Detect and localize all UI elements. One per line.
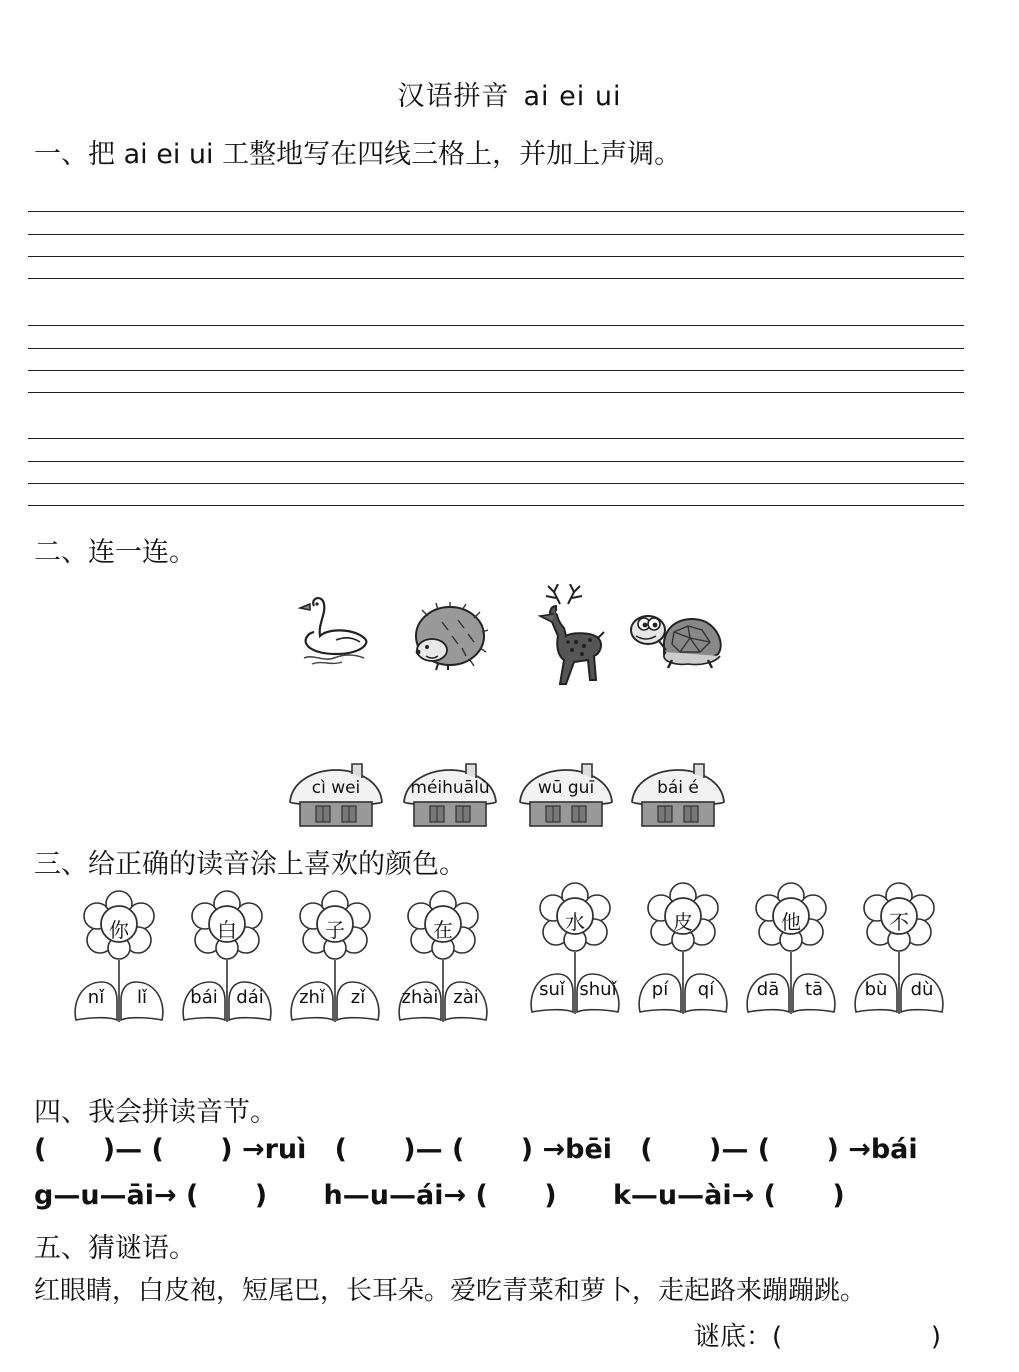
grid-line [28,461,964,462]
riddle-text: 红眼睛，白皮袍，短尾巴，长耳朵。爱吃青菜和萝卜，走起路来蹦蹦跳。 [34,1276,867,1306]
leaf-pinyin-right[interactable]: zài [453,987,479,1008]
section4-heading: 四、我会拼读音节。 [34,1097,277,1128]
leaf-pinyin-right[interactable]: zǐ [350,987,366,1008]
flower-icon [852,882,946,1022]
flower-char: 在 [433,918,453,942]
turtle-icon[interactable] [628,608,726,670]
flower-card [180,890,274,1030]
flower-card [396,890,490,1030]
house-card[interactable] [286,762,386,828]
grid-line [28,211,964,212]
hedgehog-icon[interactable] [408,602,488,672]
house-label: méihuālù [410,778,490,798]
section2-heading: 二、连一连。 [34,537,196,568]
deer-icon[interactable] [526,584,608,692]
leaf-pinyin-left[interactable]: suǐ [539,979,565,1000]
flower-char: 子 [325,918,345,942]
grid-line [28,325,964,326]
leaf-pinyin-right[interactable]: lǐ [136,987,147,1008]
spelling-row-2[interactable]: g—u—āi→ ( ) h—u—ái→ ( ) k—u—ài→ ( ) [34,1180,845,1211]
leaf-pinyin-right[interactable]: shuǐ [579,979,617,1000]
section1-heading [34,132,681,171]
flower-icon [744,882,838,1022]
flower-char: 他 [781,910,801,934]
grid-line [28,256,964,257]
leaf-pinyin-left[interactable]: bái [190,987,218,1008]
flower-card [288,890,382,1030]
leaf-pinyin-left[interactable]: bù [864,979,888,1000]
grid-line [28,234,964,235]
flower-char: 白 [217,918,237,942]
leaf-pinyin-right[interactable]: tā [804,979,824,1000]
flower-icon [636,882,730,1022]
grid-line [28,370,964,371]
grid-line [28,505,964,506]
section1-pinyin: ai ei ui [123,139,214,170]
flower-char: 水 [565,910,585,934]
flower-icon [396,890,490,1030]
section5-heading: 五、猜谜语。 [34,1233,196,1264]
house-label: wū guī [537,778,595,798]
leaf-pinyin-left[interactable]: zhǐ [299,987,325,1008]
house-label: cì wei [311,778,361,798]
flower-card [72,890,166,1030]
swan-icon[interactable] [296,594,376,666]
flower-icon [288,890,382,1030]
flower-card [744,882,838,1022]
leaf-pinyin-left[interactable]: nǐ [87,987,105,1008]
section1-suffix: 工整地写在四线三格上，并加上声调。 [213,139,682,170]
title-text: 汉语拼音 [397,81,510,112]
leaf-pinyin-left[interactable]: zhài [401,987,439,1008]
grid-line [28,348,964,349]
riddle-answer-field[interactable]: 谜底：( ) [694,1322,942,1352]
page-title [0,74,1019,113]
flower-char: 皮 [673,910,693,934]
house-card[interactable] [516,762,616,828]
grid-line [28,278,964,279]
title-pinyin: ai ei ui [523,81,622,112]
flower-card [636,882,730,1022]
grid-line [28,483,964,484]
section1-prefix: 一、把 [34,139,124,170]
grid-line [28,438,964,439]
leaf-pinyin-left[interactable]: dā [756,979,780,1000]
house-card[interactable] [400,762,500,828]
flower-icon [528,882,622,1022]
flower-card [852,882,946,1022]
flower-icon [72,890,166,1030]
leaf-pinyin-left[interactable]: pí [651,979,669,1000]
house-card[interactable] [628,762,728,828]
leaf-pinyin-right[interactable]: dái [236,987,264,1008]
flower-icon [180,890,274,1030]
flower-char: 不 [889,910,909,934]
flower-card [528,882,622,1022]
house-label: bái é [657,778,699,798]
leaf-pinyin-right[interactable]: qí [697,979,715,1000]
section3-heading: 三、给正确的读音涂上喜欢的颜色。 [34,849,466,880]
leaf-pinyin-right[interactable]: dù [910,979,934,1000]
flower-char: 你 [109,918,129,942]
grid-line [28,392,964,393]
spelling-row-1[interactable]: ( )— ( ) →ruì ( )— ( ) →bēi ( )— ( ) →bái [34,1134,918,1165]
